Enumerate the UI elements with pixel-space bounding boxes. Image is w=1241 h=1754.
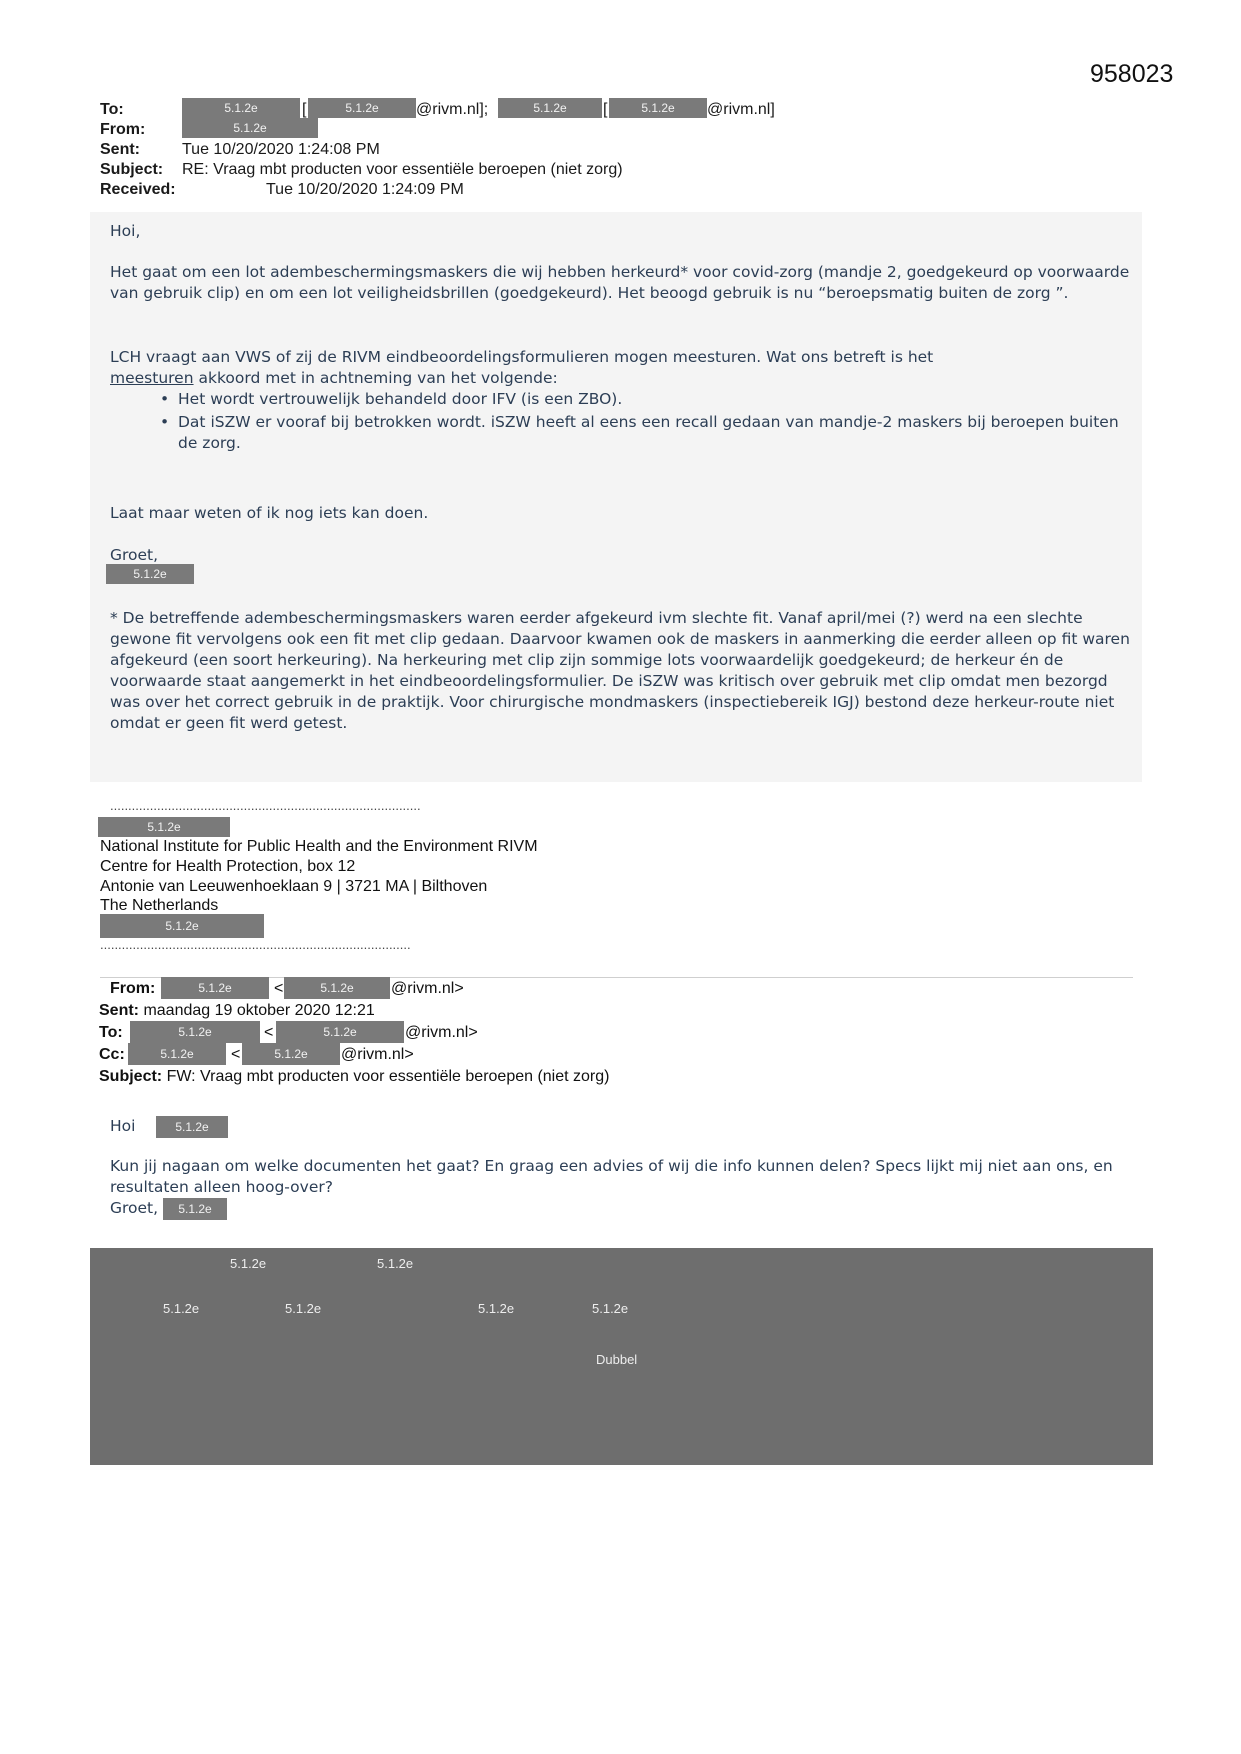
received-label: Received:: [100, 181, 176, 198]
lt-bracket: <: [231, 1046, 241, 1063]
redaction-box: 5.1.2e: [276, 1021, 404, 1043]
email2-greeting: Hoi: [110, 1117, 136, 1135]
email2-cc-domain: @rivm.nl>: [341, 1046, 414, 1063]
redaction-box: 5.1.2e: [106, 564, 194, 584]
email2-subject: Subject: FW: Vraag mbt producten voor essentiële beroepen (niet zorg): [99, 1068, 610, 1085]
document-number: 958023: [1090, 60, 1174, 88]
redaction-box: 5.1.2e: [156, 1116, 228, 1138]
to-domain-2: @rivm.nl]: [707, 101, 775, 118]
signature-org: National Institute for Public Health and the Environment RIVM: [100, 838, 538, 855]
redaction-box: 5.1.2e: [242, 1043, 340, 1065]
to-domain-1: @rivm.nl];: [416, 101, 489, 118]
bullet-list: [160, 389, 1120, 454]
redaction-box: 5.1.2e: [498, 98, 602, 118]
sent-value: Tue 10/20/2020 1:24:08 PM: [182, 141, 380, 158]
double-label: Dubbel: [596, 1352, 638, 1367]
email2-sent: Sent: maandag 19 oktober 2020 12:21: [99, 1002, 375, 1019]
redaction-box: 5.1.2e: [98, 817, 230, 837]
paragraph-1: Het gaat om een lot adembeschermingsmaskers die wij hebben herkeurd* voor covid-zorg (mandje 2, goedgekeurd op voorwaarde van gebruik clip) en om een lot veiligheidsbrillen (goedgekeurd). Het beoogd gebruik is nu “beroepsmatig buiten de zorg ”.: [110, 263, 1130, 302]
lt-bracket: <: [274, 980, 284, 997]
footnote: * De betreffende adembeschermingsmaskers waren eerder afgekeurd ivm slechte fit. Vanaf april/mei (?) werd na een slechte gewone fit vervolgens ook een fit met clip gedaan. Daarvoor kwamen ook de maskers in aanmerking die eerder alleen op fit waren afgekeurd (een soort herkeuring). Na herkeuring met clip zijn sommige lots voorwaardelijk goedgekeurd; de herkeur én de voorwaarde staat aangemerkt in het eindbeoordelingsformulier. De iSZW was kritisch over gebruik met clip omdat men bezorgd was over het correct gebruik in de praktijk. Voor chirurgische mondmaskers (inspectiebereik IGJ) bestond deze herkeur-route niet omdat er geen fit werd getest.: [110, 609, 1130, 732]
to-label: To:: [100, 101, 124, 118]
from-label: From:: [100, 121, 146, 138]
bullet-item: • Het wordt vertrouwelijk behandeld door IFV (is een ZBO).: [160, 389, 1120, 410]
closing-line: Laat maar weten of ik nog iets kan doen.: [110, 504, 429, 522]
redaction-code-label: 5.1.2e: [163, 1301, 200, 1316]
redaction-box: 5.1.2e: [182, 118, 318, 138]
email2-to-label: To:: [99, 1024, 123, 1041]
bullet-item: • Dat iSZW er vooraf bij betrokken wordt. iSZW heeft al eens een recall gedaan van mandje-2 maskers bij beroepen buiten de zorg.: [160, 412, 1120, 454]
signature-dots-bottom: ......................................................................................: [100, 937, 411, 952]
greeting: Hoi,: [110, 222, 141, 240]
email2-from-label: From:: [110, 980, 156, 997]
received-value: Tue 10/20/2020 1:24:09 PM: [266, 181, 464, 198]
email2-cc-label: Cc:: [99, 1046, 125, 1063]
subject-label: Subject:: [100, 161, 164, 178]
redaction-box: 5.1.2e: [609, 98, 707, 118]
redaction-box: 5.1.2e: [163, 1198, 227, 1220]
signature-dots-top: ......................................................................................: [110, 798, 421, 813]
email2-to-domain: @rivm.nl>: [405, 1024, 478, 1041]
signature-address: Antonie van Leeuwenhoeklaan 9 | 3721 MA | Bilthoven: [100, 878, 488, 895]
sent-label: Sent:: [100, 141, 140, 158]
redaction-box: 5.1.2e: [130, 1021, 260, 1043]
redaction-box: 5.1.2e: [100, 914, 264, 938]
redacted-block: [90, 1248, 1153, 1465]
regards: Groet,: [110, 546, 159, 564]
redaction-box: 5.1.2e: [182, 98, 300, 118]
email2-from-domain: @rivm.nl>: [391, 980, 464, 997]
redaction-code-label: 5.1.2e: [478, 1301, 515, 1316]
redaction-code-label: 5.1.2e: [377, 1256, 414, 1271]
redaction-box: 5.1.2e: [308, 98, 416, 118]
redaction-code-label: 5.1.2e: [285, 1301, 322, 1316]
paragraph-2: LCH vraagt aan VWS of zij de RIVM eindbeoordelingsformulieren mogen meesturen. Wat ons betreft is het meesturen akkoord met in achtneming van het volgende:: [110, 348, 934, 387]
meesturen-link[interactable]: meesturen: [110, 369, 194, 387]
redaction-box: 5.1.2e: [284, 977, 390, 999]
lt-bracket: <: [264, 1024, 274, 1041]
redaction-code-label: 5.1.2e: [592, 1301, 629, 1316]
to-bracket: [: [603, 101, 608, 118]
to-bracket: [: [302, 101, 307, 118]
email2-body: Kun jij nagaan om welke documenten het gaat? En graag een advies of wij die info kunnen delen? Specs lijkt mij niet aan ons, en resultaten alleen hoog-over?: [110, 1157, 1113, 1196]
email2-regards: Groet,: [110, 1199, 159, 1217]
redaction-box: 5.1.2e: [128, 1043, 226, 1065]
subject-value: RE: Vraag mbt producten voor essentiële beroepen (niet zorg): [182, 161, 623, 178]
signature-country: The Netherlands: [100, 897, 219, 914]
signature-centre: Centre for Health Protection, box 12: [100, 858, 356, 875]
redaction-box: 5.1.2e: [161, 977, 269, 999]
redaction-code-label: 5.1.2e: [230, 1256, 267, 1271]
